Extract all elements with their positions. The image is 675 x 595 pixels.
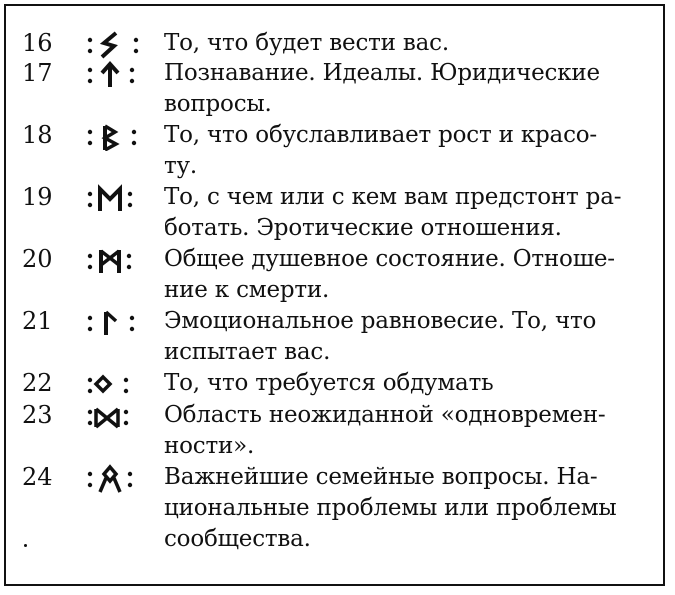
row-text: Общее душевное состояние. Отноше- ние к смерти. [164,246,615,303]
laguz-rune-icon [86,307,144,337]
ingwaz-rune-icon [86,369,144,399]
row-text: То, что будет вести вас. [164,30,449,56]
row-text: Эмоциональное равновесие. То, что испытает вас. [164,308,597,365]
sowilo-rune-icon [86,29,144,59]
othala-rune-icon [86,463,144,493]
row-number: 24 [22,463,53,491]
row-text: То, что обуславливает рост и красо- ту. [164,122,597,179]
row-number: 16 [22,29,53,57]
row-number: 17 [22,59,53,87]
row-number: 19 [22,183,53,211]
row-text: Познавание. Идеалы. Юридические вопросы. [164,60,600,117]
berkano-rune-icon [86,121,144,151]
row-text: Область неожиданной «одновремен- ности». [164,402,606,459]
row-number: 18 [22,121,53,149]
stray-dot [24,544,27,547]
table-frame [4,4,665,586]
row-text: Важнейшие семейные вопросы. На- циональные проблемы или проблемы сообщества. [164,464,617,552]
row-number: 21 [22,307,53,335]
row-number: 23 [22,401,53,429]
ehwaz-rune-icon [86,183,144,213]
row-text: То, с чем или с кем вам предстонт ра- ботать. Эротические отношения. [164,184,622,241]
row-number: 22 [22,369,53,397]
mannaz-rune-icon [86,245,144,275]
tiwaz-rune-icon [86,59,144,89]
row-number: 20 [22,245,53,273]
dagaz-rune-icon [86,401,144,431]
row-text: То, что требуется обдумать [164,370,494,396]
